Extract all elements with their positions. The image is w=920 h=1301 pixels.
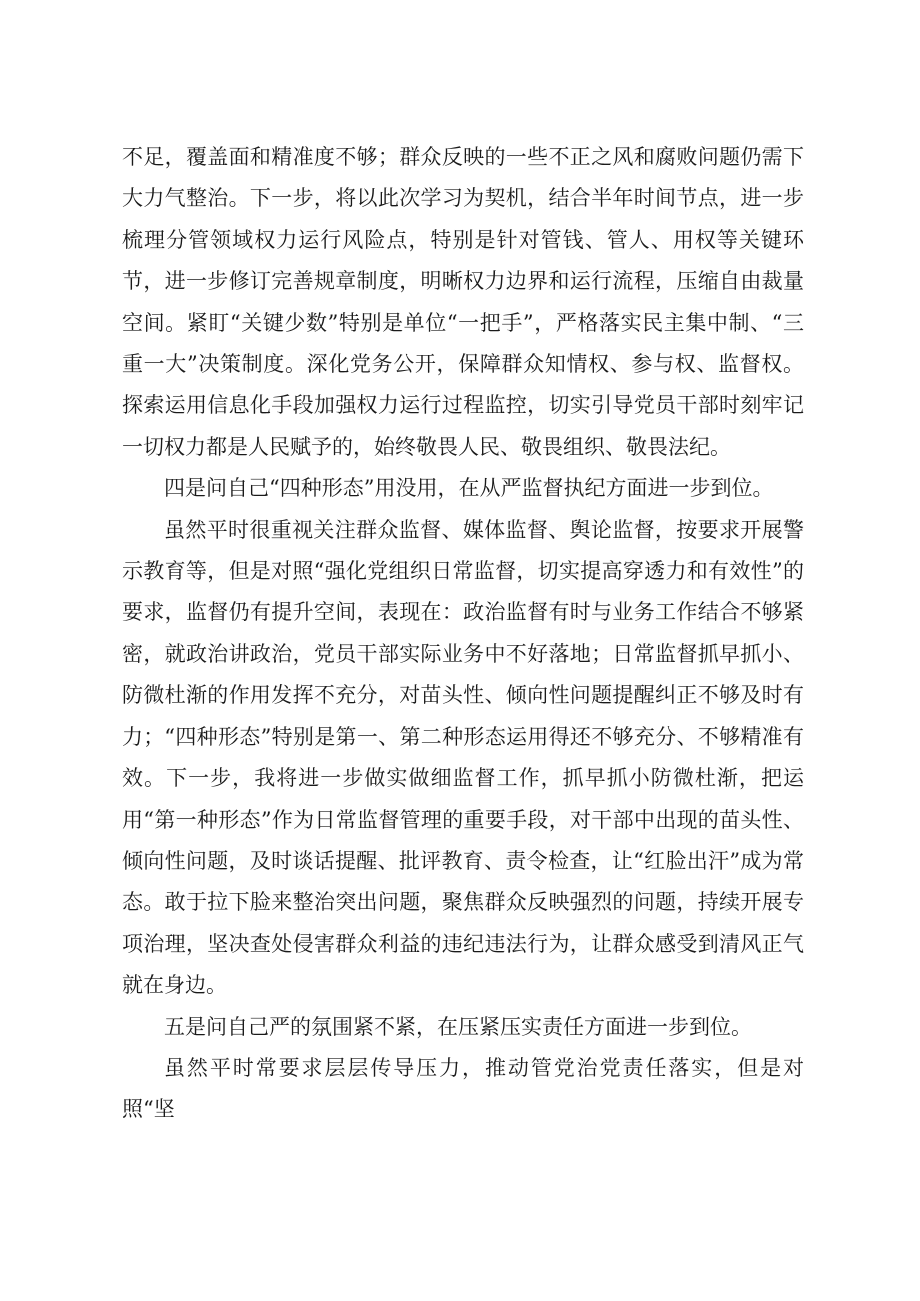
paragraph-heading-four: 四是问自己“四种形态”用没用，在从严监督执纪方面进一步到位。: [164, 476, 774, 501]
paragraph-continuation: 不足，覆盖面和精准度不够；群众反映的一些不正之风和腐败问题仍需下大力气整治。下一步，将以此次学习为契机，结合半年时间节点，进一步梳理分管领域权力运行风险点，特别是针对管钱、管人、用权等关键环节，进一步修订完善规章制度，明晰权力边界和运行流程，压缩自由裁量空间。紧盯“关键少数”特别是单位“一把手”，严格落实民主集中制、“三重一大”决策制度。深化党务公开，保障群众知情权、参与权、监督权。探索运用信息化手段加强权力运行过程监控，切实引导党员干部时刻牢记一切权力都是人民赋予的，始终敬畏人民、敬畏组织、敬畏法纪。: [122, 145, 804, 459]
document-body: [122, 137, 804, 1131]
paragraph-responsibility: 虽然平时常要求层层传导压力，推动管党治党责任落实，但是对照“坚: [122, 1055, 804, 1122]
paragraph-heading-five: 五是问自己严的氛围紧不紧，在压紧压实责任方面进一步到位。: [164, 1014, 752, 1039]
paragraph-supervision: 虽然平时很重视关注群众监督、媒体监督、舆论监督，按要求开展警示教育等，但是对照“强化党组织日常监督，切实提高穿透力和有效性”的要求，监督仍有提升空间，表现在：政治监督有时与业务工作结合不够紧密，就政治讲政治，党员干部实际业务中不好落地；日常监督抓早抓小、防微杜渐的作用发挥不充分，对苗头性、倾向性问题提醒纠正不够及时有力；“四种形态”特别是第一、第二种形态运用得还不够充分、不够精准有效。下一步，我将进一步做实做细监督工作，抓早抓小防微杜渐，把运用“第一种形态”作为日常监督管理的重要手段，对干部中出现的苗头性、倾向性问题，及时谈话提醒、批评教育、责令检查，让“红脸出汗”成为常态。敢于拉下脸来整治突出问题，聚焦群众反映强烈的问题，持续开展专项治理，坚决查处侵害群众利益的违纪违法行为，让群众感受到清风正气就在身边。: [122, 517, 804, 998]
